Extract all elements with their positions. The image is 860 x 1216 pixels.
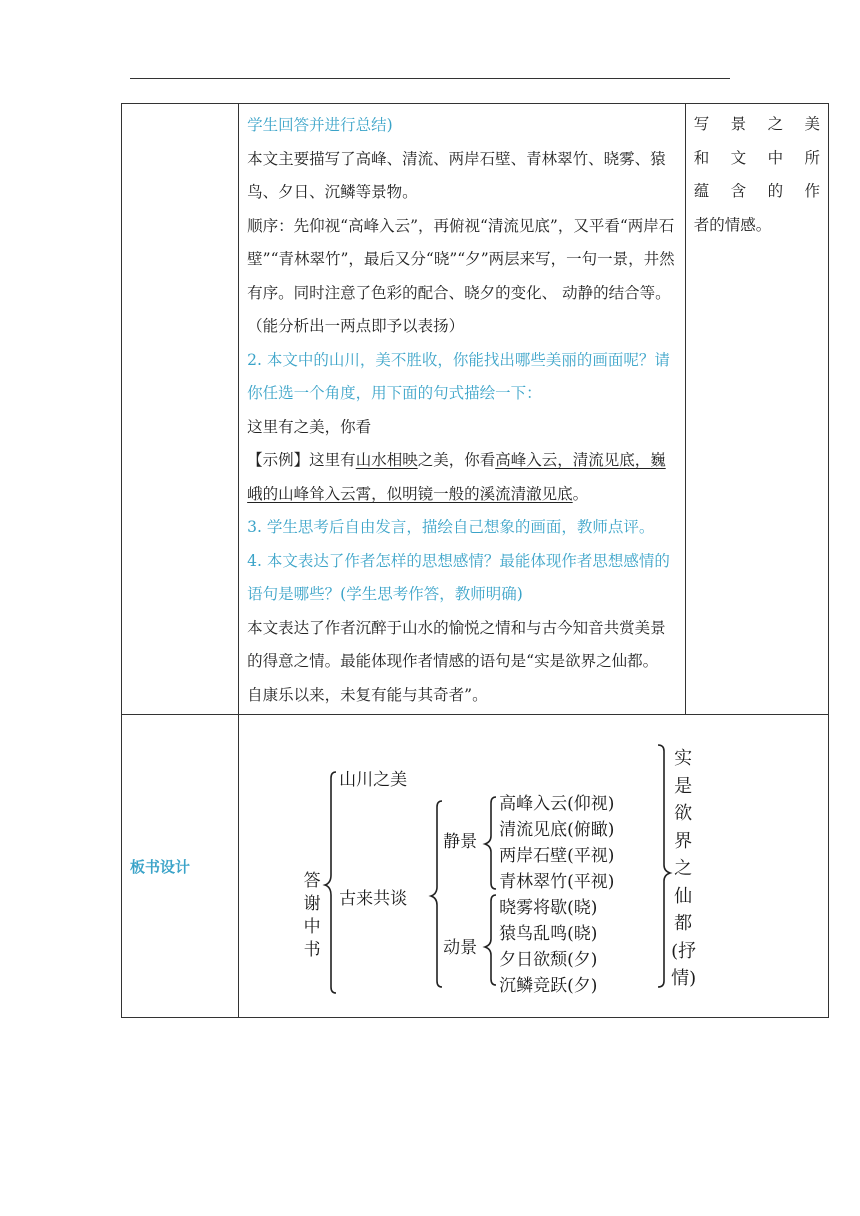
static-item: 青林翠竹(平视) [499, 872, 615, 892]
dynamic-item: 沉鳞竞跃(夕) [499, 976, 598, 996]
dynamic-label: 动景 [443, 938, 478, 958]
discuss-text: 古来共谈 [339, 889, 408, 909]
process-content-cell [239, 104, 686, 715]
discuss-brace [431, 801, 442, 987]
conclusion-text: 实是欲界之仙都(抒情) [671, 748, 697, 989]
dynamic-item: 夕日欲颓(夕) [499, 950, 598, 970]
example-answer [247, 444, 677, 511]
dynamic-item: 猿鸟乱鸣(晓) [499, 924, 598, 944]
board-label-cell [122, 715, 239, 1018]
beauty-text: 山川之美 [339, 770, 408, 790]
example-tag: 【示例】 [247, 451, 310, 469]
sentence-pattern: 这里有之美，你看 [247, 417, 372, 436]
board-design-cell [239, 715, 829, 1018]
intent-cell [685, 104, 828, 715]
dynamic-item: 晓雾将歇(晓) [499, 898, 598, 918]
example-end: 。 [572, 484, 589, 503]
intent-line: 蕴 含 的 作 [693, 182, 820, 200]
question-2: 2. 本文中的山川，美不胜收，你能找出哪些美丽的画面呢？请你任选一个角度，用下面的句式描绘一下： [247, 350, 670, 402]
question-4: 4. 本文表达了作者怎样的思想感情？最能体现作者思想感情的语句是哪些？(学生思考作答，教师明确) [247, 551, 670, 603]
example-underline-2: 高峰入云，清流见底，巍峨的山峰耸入云霄，似明镜一般的溪流清澈见底 [247, 451, 666, 503]
board-diagram [239, 715, 828, 1017]
intent-line: 写 景 之 美 [693, 115, 820, 133]
order-analysis: 顺序：先仰视“高峰入云”，再俯视“清流见底”，又平看“两岸石壁”“青林翠竹”，最后又分“晓”“夕”两层来写，一句一景，井然有序。同时注意了色彩的配合、晓夕的变化、 动静的结合等。（能分析出一两点即予以表扬） [247, 216, 675, 335]
example-pre: 这里有 [309, 451, 356, 469]
example-mid: 之美，你看 [417, 451, 496, 469]
lesson-table [121, 103, 829, 1018]
main-brace [325, 772, 336, 993]
example-underline-1: 山水相映 [355, 451, 418, 469]
question-3: 3. 学生思考后自由发言，描绘自己想象的画面，教师点评。 [247, 518, 655, 536]
emotion-answer: 本文表达了作者沉醉于山水的愉悦之情和与古今知音共赏美景的得意之情。最能体现作者情感的语句是“实是欲界之仙都。 自康乐以来，未复有能与其奇者”。 [247, 618, 666, 704]
scenery-summary: 本文主要描写了高峰、清流、两岸石壁、青林翠竹、晓雾、猿鸟、夕日、沉鳞等景物。 [247, 149, 666, 201]
static-brace [485, 797, 496, 889]
dynamic-brace [485, 895, 496, 985]
right-bracket [658, 745, 670, 987]
empty-label-cell [122, 104, 239, 715]
intent-line: 者的情感。 [693, 215, 772, 234]
summary-note: 学生回答并进行总结) [247, 116, 393, 134]
static-item: 两岸石壁(平视) [499, 846, 615, 866]
header-rule [130, 78, 730, 79]
brace-lines [239, 715, 860, 1017]
static-item: 清流见底(俯瞰) [499, 820, 615, 840]
process-row [122, 104, 829, 715]
board-row [122, 715, 829, 1018]
board-title: 答谢中书 [303, 871, 321, 960]
static-label: 静景 [443, 832, 478, 852]
static-item: 高峰入云(仰视) [499, 794, 615, 814]
board-label: 板书设计 [130, 857, 191, 876]
intent-line: 和 文 中 所 [693, 148, 820, 167]
